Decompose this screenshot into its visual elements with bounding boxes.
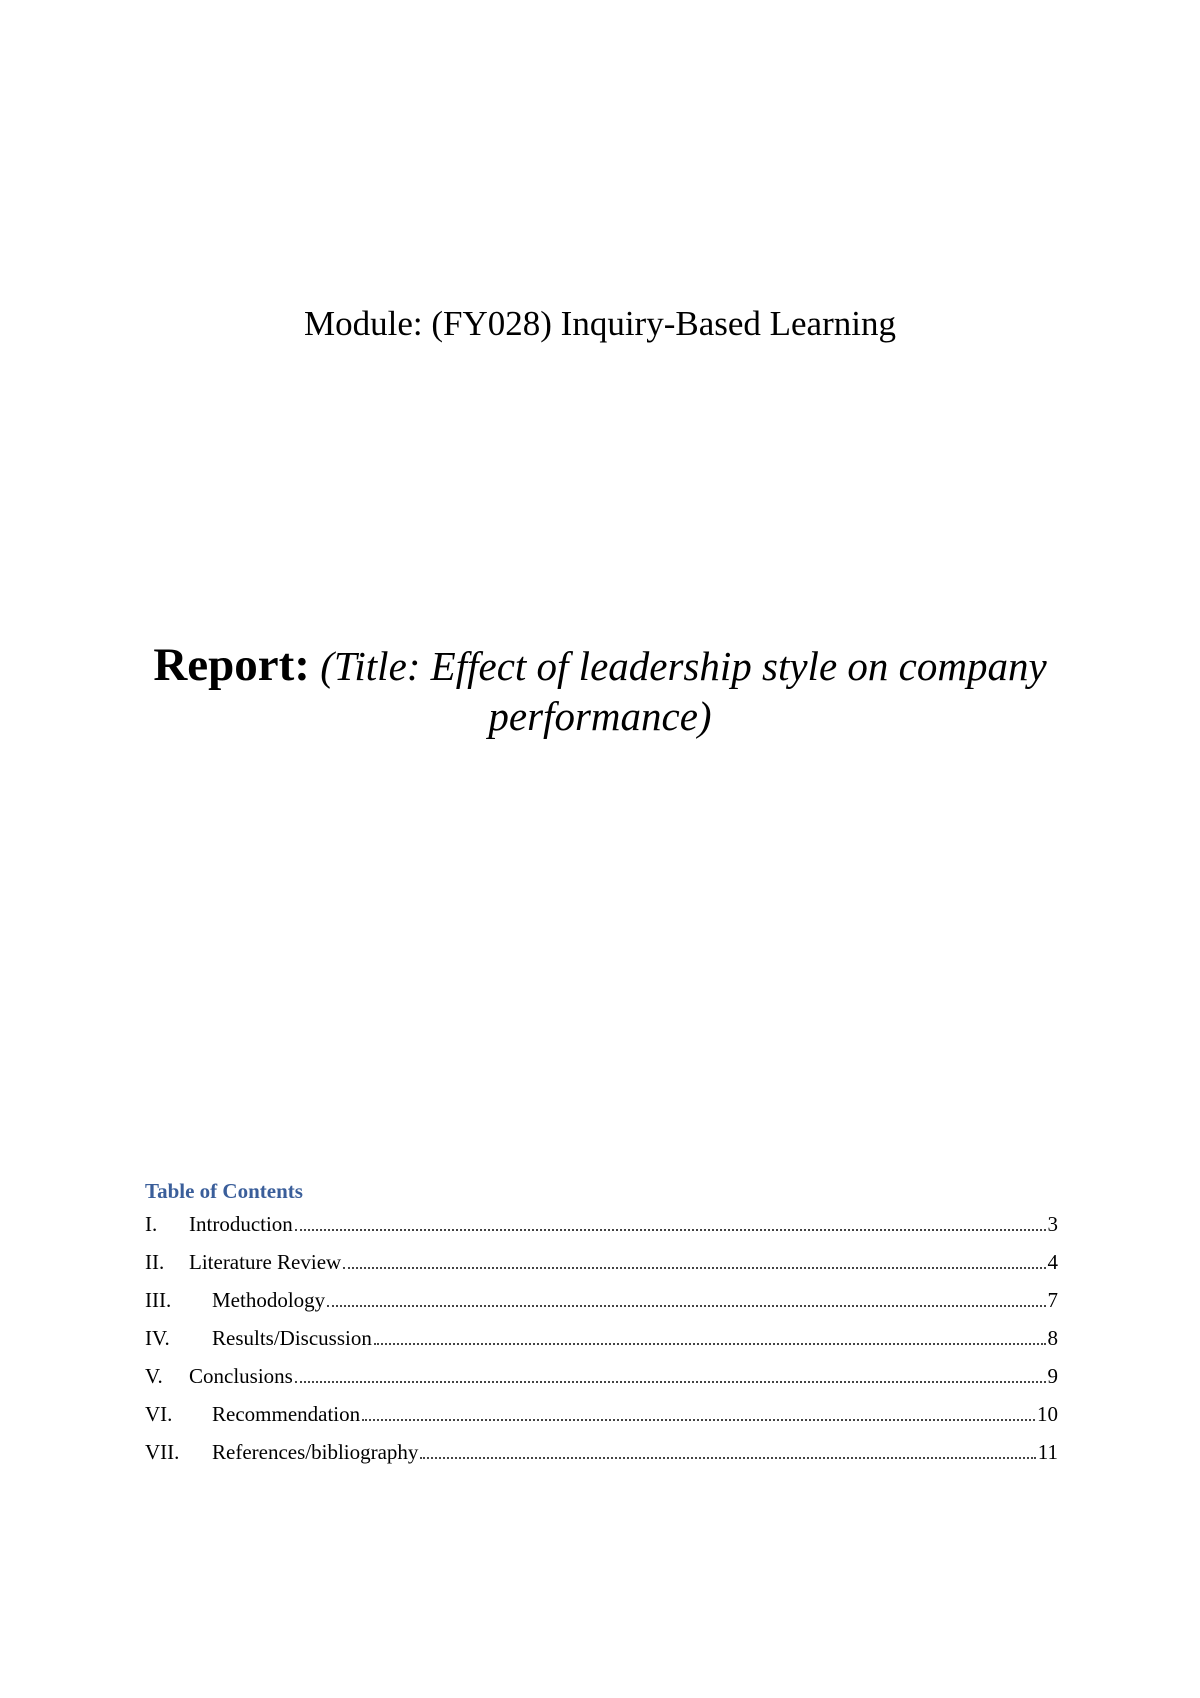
toc-item-number: I. xyxy=(145,1212,158,1236)
toc-item-number: VI. xyxy=(145,1402,173,1426)
toc-item-literature-review[interactable] xyxy=(145,1248,1058,1286)
toc-dot-leader xyxy=(343,1267,1045,1269)
toc-item-page: 4 xyxy=(1047,1250,1058,1274)
toc-item-number: VII. xyxy=(145,1440,180,1464)
toc-item-number: III. xyxy=(145,1288,172,1312)
toc-item-references[interactable] xyxy=(145,1438,1058,1476)
toc-dot-leader xyxy=(420,1457,1035,1459)
toc-item-recommendation[interactable] xyxy=(145,1400,1058,1438)
toc-item-label: Conclusions xyxy=(189,1364,293,1388)
report-label: Report: xyxy=(153,639,310,691)
toc-item-number: II. xyxy=(145,1250,165,1274)
toc-item-page: 8 xyxy=(1047,1326,1058,1350)
toc-dot-leader xyxy=(295,1229,1046,1231)
toc-item-conclusions[interactable] xyxy=(145,1362,1058,1400)
module-line: Module: (FY028) Inquiry-Based Learning xyxy=(304,304,896,343)
toc-item-label: Recommendation xyxy=(212,1402,361,1426)
toc-item-number: V. xyxy=(145,1364,163,1388)
toc-item-label: Literature Review xyxy=(189,1250,342,1274)
toc-item-label: Methodology xyxy=(212,1288,326,1312)
toc-item-introduction[interactable] xyxy=(145,1210,1058,1248)
report-title: (Title: Effect of leadership style on company performance) xyxy=(320,643,1047,739)
toc-dot-leader xyxy=(295,1381,1046,1383)
toc-item-page: 11 xyxy=(1037,1440,1058,1464)
toc-dot-leader xyxy=(362,1419,1035,1421)
toc-item-label: Results/Discussion xyxy=(212,1326,372,1350)
toc-dot-leader xyxy=(327,1305,1045,1307)
toc-item-page: 9 xyxy=(1047,1364,1058,1388)
toc-item-page: 7 xyxy=(1047,1288,1058,1312)
toc-item-number: IV. xyxy=(145,1326,170,1350)
toc-item-page: 3 xyxy=(1047,1212,1058,1236)
toc-dot-leader xyxy=(374,1343,1046,1345)
toc-heading: Table of Contents xyxy=(145,1179,303,1203)
toc-item-methodology[interactable] xyxy=(145,1286,1058,1324)
toc-item-label: Introduction xyxy=(189,1212,293,1236)
toc-item-page: 10 xyxy=(1037,1402,1058,1426)
table-of-contents xyxy=(145,1210,1058,1476)
toc-item-results-discussion[interactable] xyxy=(145,1324,1058,1362)
toc-item-label: References/bibliography xyxy=(212,1440,419,1464)
report-title-block xyxy=(140,640,1060,741)
